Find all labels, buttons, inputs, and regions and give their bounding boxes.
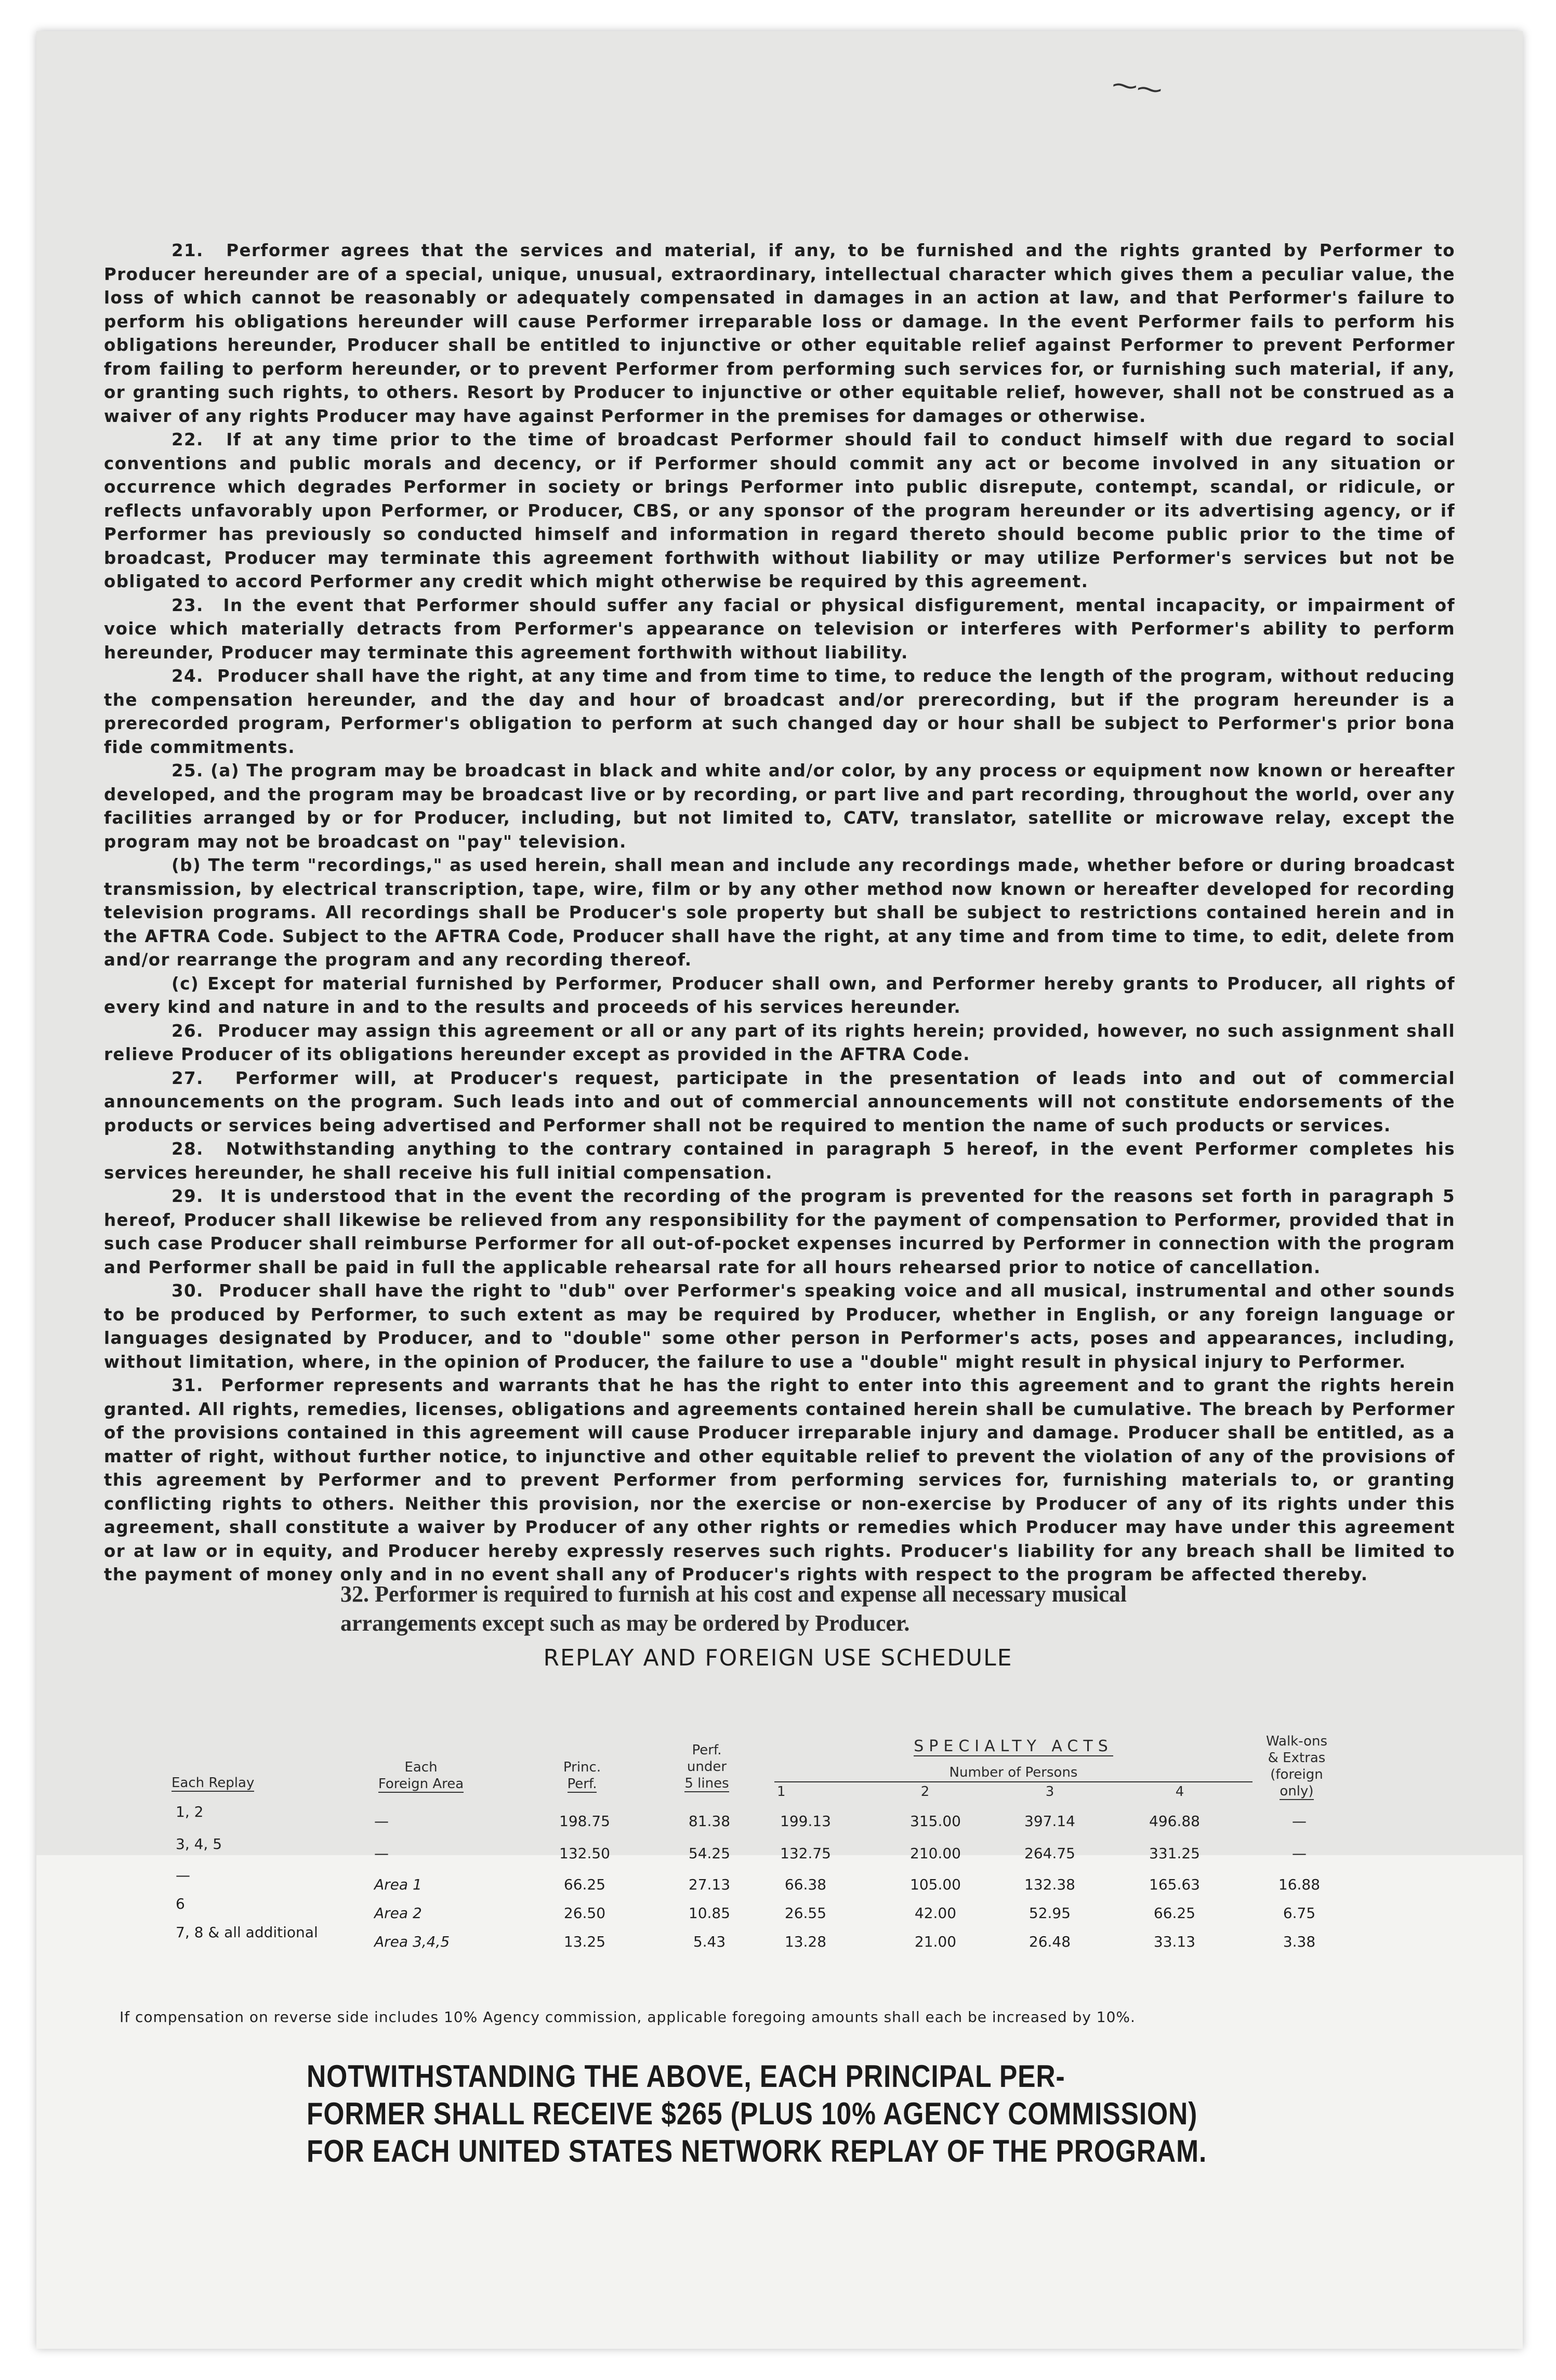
schedule-cell-walk: —: [1292, 1813, 1307, 1830]
paragraph-number: 30.: [172, 1281, 204, 1301]
header-each-replay-label: Each Replay: [172, 1775, 255, 1791]
paragraph-text: Performer agrees that the services and material, if any, to be furnished and the rights granted by Performer to Producer hereunder are of a special, unique, unusual, extraordinary, intellectual character which gives them a peculiar value, the loss of which cannot be reasonably or adequately compensated in damages in an action at law, and that Performer's failure to perform his obligations hereunder will cause Performer irreparable loss or damage. In the event Performer fails to perform his obligations hereunder, Producer shall be entitled to injunctive or other equitable relief against Performer to prevent Performer from failing to perform hereunder, or to prevent Performer from performing such services for, or furnishing such material, if any, or granting such rights, to others. Resort by Producer to injunctive or other equitable relief, however, shall not be construed as a waiver of any rights Producer may have against Performer in the premises for damages or otherwise.: [104, 241, 1455, 426]
header-princ-perf: [546, 1759, 618, 1792]
header-perf-line2: under: [687, 1759, 727, 1775]
header-perf-line1: Perf.: [692, 1742, 722, 1758]
header-persons-rule: [774, 1781, 1252, 1782]
paragraph-number: 26.: [172, 1021, 204, 1041]
paragraph-26: [104, 1020, 1455, 1067]
clause-32: [340, 1580, 1224, 1638]
paragraph-text: Producer shall have the right to "dub" over Performer's speaking voice and all musical, instrumental and other sounds to be produced by Performer, to such extent as may be required by Producer, whether in English, or any foreign language or languages designated by Producer, and to "double" some other person in Performer's acts, poses and appearances, including, without limitation, where, in the opinion of Producer, the failure to use a "double" might result in physical injury to Performer.: [104, 1281, 1455, 1372]
paragraph-text: Performer will, at Producer's request, participate in the presentation of leads into and out of commercial announcements on the program. Such leads into and out of commercial announcements will not constitute endorsements of the products or services being advertised and Performer shall not be required to mention the name of such products or services.: [104, 1068, 1455, 1135]
schedule-cell-p3: 132.38: [1024, 1876, 1075, 1893]
paragraph-25a: [104, 759, 1455, 854]
schedule-cell-p1: 13.28: [784, 1933, 827, 1950]
schedule-cell-princ: 13.25: [563, 1933, 606, 1950]
contract-body: [104, 239, 1455, 1587]
paragraph-27: [104, 1067, 1455, 1138]
header-persons-1: 1: [777, 1784, 786, 1800]
paragraph-text: Performer represents and warrants that he has the right to enter into this agreement and to grant the rights herein granted. All rights, remedies, licenses, obligations and agreements contained herein shall be cumulative. The breach by Performer of the provisions contained in this agreement will cause Producer irreparable injury and damage. Producer shall be entitled, as a matter of right, without further notice, to injunctive and other equitable relief to prevent the violation of any of the provisions of this agreement by Performer and to prevent Performer from performing services for, furnishing materials to, or granting conflicting rights to others. Neither this provision, nor the exercise or non-exercise by Producer of any of its rights under this agreement, shall constitute a waiver by Producer of any other rights or remedies which Producer may have under this agreement or at law or in equity, and Producer hereby expressly reserves such rights. Producer's liability for any breach shall be limited to the payment of money only and in no event shall any of Producer's rights with respect to the program be affected thereby.: [104, 1376, 1455, 1584]
clause-32-line-1: 32. Performer is required to furnish at his cost and expense all necessary musical: [340, 1581, 1127, 1607]
schedule-cell-walk: —: [1292, 1845, 1307, 1862]
schedule-cell-foreign: Area 1: [374, 1876, 422, 1893]
schedule-cell-perf: 27.13: [688, 1876, 731, 1893]
stamp-line-3: FOR EACH UNITED STATES NETWORK REPLAY OF THE PROGRAM.: [307, 2134, 1207, 2169]
paragraph-22: [104, 428, 1455, 594]
paragraph-24: [104, 665, 1455, 759]
paragraph-text: Producer may assign this agreement or all or any part of its rights herein; provided, however, no such assignment shall relieve Producer of its obligations hereunder except as provided in the AFTRA Code.: [104, 1021, 1455, 1064]
schedule-cell-foreign: Area 2: [374, 1905, 422, 1922]
header-walk-line3: (foreign: [1270, 1767, 1323, 1782]
paragraph-number: 27.: [172, 1068, 204, 1088]
paragraph-31: [104, 1374, 1455, 1587]
paragraph-text: Producer shall have the right, at any time and from time to time, to reduce the length of the program, without reducing the compensation hereunder, and the day and hour of broadcast and/or prerecording, but if the program hereunder is a prerecorded program, Performer's obligation to perform at such changed day or hour shall be subject to Performer's prior bona fide commitments.: [104, 666, 1455, 757]
paragraph-number: 22.: [172, 430, 204, 449]
schedule-cell-p1: 66.38: [784, 1876, 827, 1893]
schedule-cell-replay: 7, 8 & all additional: [176, 1924, 318, 1941]
header-persons-4: 4: [1175, 1784, 1184, 1800]
schedule-cell-perf: 54.25: [688, 1845, 731, 1862]
header-each-replay: [172, 1775, 307, 1791]
paragraph-text: In the event that Performer should suffer any facial or physical disfigurement, mental incapacity, or impairment of voice which materially detracts from Performer's appearance on television or interferes with Performer's ability to perform hereunder, Producer may terminate this agreement forthwith without liability.: [104, 595, 1455, 663]
schedule-cell-p1: 132.75: [780, 1845, 831, 1862]
schedule-cell-p3: 264.75: [1024, 1845, 1075, 1862]
clause-32-line-2: arrangements except such as may be ordered by Producer.: [340, 1610, 910, 1636]
header-princ-line1: Princ.: [563, 1760, 601, 1775]
schedule-cell-p3: 52.95: [1028, 1905, 1071, 1922]
header-number-of-persons: [774, 1764, 1252, 1781]
schedule-cell-perf: 5.43: [693, 1933, 726, 1950]
stamp-line-2: FORMER SHALL RECEIVE $265 (PLUS 10% AGENCY COMMISSION): [307, 2096, 1198, 2131]
schedule-cell-foreign: —: [374, 1813, 389, 1830]
header-each-foreign-line1: Each: [404, 1760, 438, 1775]
network-replay-stamp: [307, 2058, 1207, 2170]
paragraph-number: 23.: [172, 595, 204, 615]
header-walk-line1: Walk-ons: [1265, 1734, 1328, 1749]
schedule-cell-p2: 210.00: [910, 1845, 961, 1862]
header-persons-2: 2: [920, 1784, 930, 1800]
paragraph-number: 31.: [172, 1376, 204, 1395]
header-persons-3: 3: [1045, 1784, 1054, 1800]
paragraph-28: [104, 1138, 1455, 1185]
header-specialty-acts: [774, 1738, 1252, 1755]
paragraph-text: Notwithstanding anything to the contrary contained in paragraph 5 hereof, in the event Performer completes his services hereunder, he shall receive his full initial compensation.: [104, 1139, 1455, 1183]
paragraph-23: [104, 594, 1455, 665]
paragraph-text: If at any time prior to the time of broadcast Performer should fail to conduct himself with due regard to social conventions and public morals and decency, or if Performer should commit any act or become involved in any situation or occurrence which degrades Performer in society or brings Performer into public disrepute, contempt, scandal, or ridicule, or reflects unfavorably upon Performer, or Producer, CBS, or any sponsor of the program hereunder or its advertising agency, or if Performer has previously so conducted himself and information in regard thereto should become public prior to the time of broadcast, Producer may terminate this agreement forthwith without liability or may utilize Performer's services but not be obligated to accord Performer any credit which might otherwise be required by this agreement.: [104, 430, 1455, 591]
schedule-cell-p4: 496.88: [1149, 1813, 1200, 1830]
schedule-cell-p4: 66.25: [1153, 1905, 1196, 1922]
paragraph-25b: [104, 854, 1455, 972]
header-walk-ons: [1247, 1733, 1346, 1800]
paragraph-number: 25.: [172, 761, 204, 781]
paragraph-29: [104, 1185, 1455, 1279]
schedule-cell-perf: 10.85: [688, 1905, 731, 1922]
paragraph-number: 24.: [172, 666, 204, 686]
schedule-cell-princ: 26.50: [563, 1905, 606, 1922]
paragraph-text: (c) Except for material furnished by Performer, Producer shall own, and Performer hereby grants to Producer, all rights of every kind and nature in and to the results and proceeds of his services hereunder.: [104, 973, 1455, 1017]
schedule-cell-p2: 105.00: [910, 1876, 961, 1893]
schedule-cell-replay: 6: [176, 1895, 185, 1912]
schedule-cell-perf: 81.38: [688, 1813, 731, 1830]
schedule-cell-walk: 3.38: [1283, 1933, 1316, 1950]
schedule-cell-p4: 165.63: [1149, 1876, 1200, 1893]
paragraph-text: (b) The term "recordings," as used herein, shall mean and include any recordings made, whether before or during broadcast transmission, by electrical transcription, tape, wire, film or by any other method now known or hereafter developed for recording television programs. All recordings shall be Producer's sole property but shall be subject to restrictions contained herein and in the AFTRA Code. Subject to the AFTRA Code, Producer shall have the right, at any time and from time to time, to edit, delete from and/or rearrange the program and any recording thereof.: [104, 855, 1455, 970]
schedule-cell-p1: 199.13: [780, 1813, 831, 1830]
paragraph-text: It is understood that in the event the recording of the program is prevented for the reasons set forth in paragraph 5 hereof, Producer shall likewise be relieved from any responsibility for the payment of compensation to Performer, provided that in such case Producer shall reimburse Performer for all out-of-pocket expenses incurred by Performer in connection with the program and Performer shall be paid in full the applicable rehearsal rate for all hours rehearsed prior to notice of cancellation.: [104, 1186, 1455, 1277]
schedule-cell-p2: 42.00: [914, 1905, 957, 1922]
header-number-of-persons-label: Number of Persons: [949, 1765, 1078, 1780]
schedule-cell-princ: 66.25: [563, 1876, 606, 1893]
header-perf-under-5-lines: [670, 1742, 743, 1792]
paragraph-number: 21.: [172, 241, 204, 260]
paragraph-number: 29.: [172, 1186, 204, 1206]
schedule-title: REPLAY AND FOREIGN USE SCHEDULE: [543, 1645, 1013, 1671]
header-walk-line4: only): [1280, 1783, 1314, 1799]
schedule-cell-replay: —: [176, 1867, 190, 1884]
agency-commission-footnote: If compensation on reverse side includes 10% Agency commission, applicable foregoing amounts shall each be increased by 10%.: [120, 2008, 1136, 2026]
header-specialty-label: SPECIALTY ACTS: [914, 1737, 1113, 1755]
paragraph-30: [104, 1279, 1455, 1374]
schedule-cell-walk: 6.75: [1283, 1905, 1316, 1922]
schedule-cell-p2: 21.00: [914, 1933, 957, 1950]
schedule-cell-p3: 26.48: [1028, 1933, 1071, 1950]
paragraph-text: (a) The program may be broadcast in black and white and/or color, by any process or equipment now known or hereafter developed, and the program may be broadcast live or by recording, or part live and part recording, throughout the world, over any facilities arranged by or for Producer, including, but not limited to, CATV, translator, satellite or microwave relay, except the program may not be broadcast on "pay" television.: [104, 761, 1456, 852]
schedule-cell-foreign: —: [374, 1845, 389, 1862]
pen-mark-icon: ⁓⁓: [1110, 69, 1164, 105]
schedule-cell-p3: 397.14: [1024, 1813, 1075, 1830]
header-princ-line2: Perf.: [567, 1776, 597, 1792]
header-perf-line3: 5 lines: [684, 1776, 729, 1791]
header-walk-line2: & Extras: [1268, 1750, 1326, 1766]
schedule-cell-p4: 331.25: [1149, 1845, 1200, 1862]
schedule-cell-replay: 3, 4, 5: [176, 1835, 222, 1853]
stamp-line-1: NOTWITHSTANDING THE ABOVE, EACH PRINCIPAL PER-: [307, 2059, 1065, 2094]
header-each-foreign-line2: Foreign Area: [378, 1776, 464, 1792]
schedule-cell-p1: 26.55: [784, 1905, 827, 1922]
schedule-cell-p4: 33.13: [1153, 1933, 1196, 1950]
schedule-cell-foreign: Area 3,4,5: [374, 1933, 450, 1950]
schedule-cell-p2: 315.00: [910, 1813, 961, 1830]
schedule-cell-walk: 16.88: [1278, 1876, 1321, 1893]
header-each-foreign-area: [353, 1759, 489, 1792]
paragraph-25c: [104, 972, 1455, 1020]
paragraph-21: [104, 239, 1455, 428]
schedule-cell-princ: 198.75: [559, 1813, 610, 1830]
paragraph-number: 28.: [172, 1139, 204, 1159]
schedule-cell-princ: 132.50: [559, 1845, 610, 1862]
schedule-cell-replay: 1, 2: [176, 1803, 204, 1820]
